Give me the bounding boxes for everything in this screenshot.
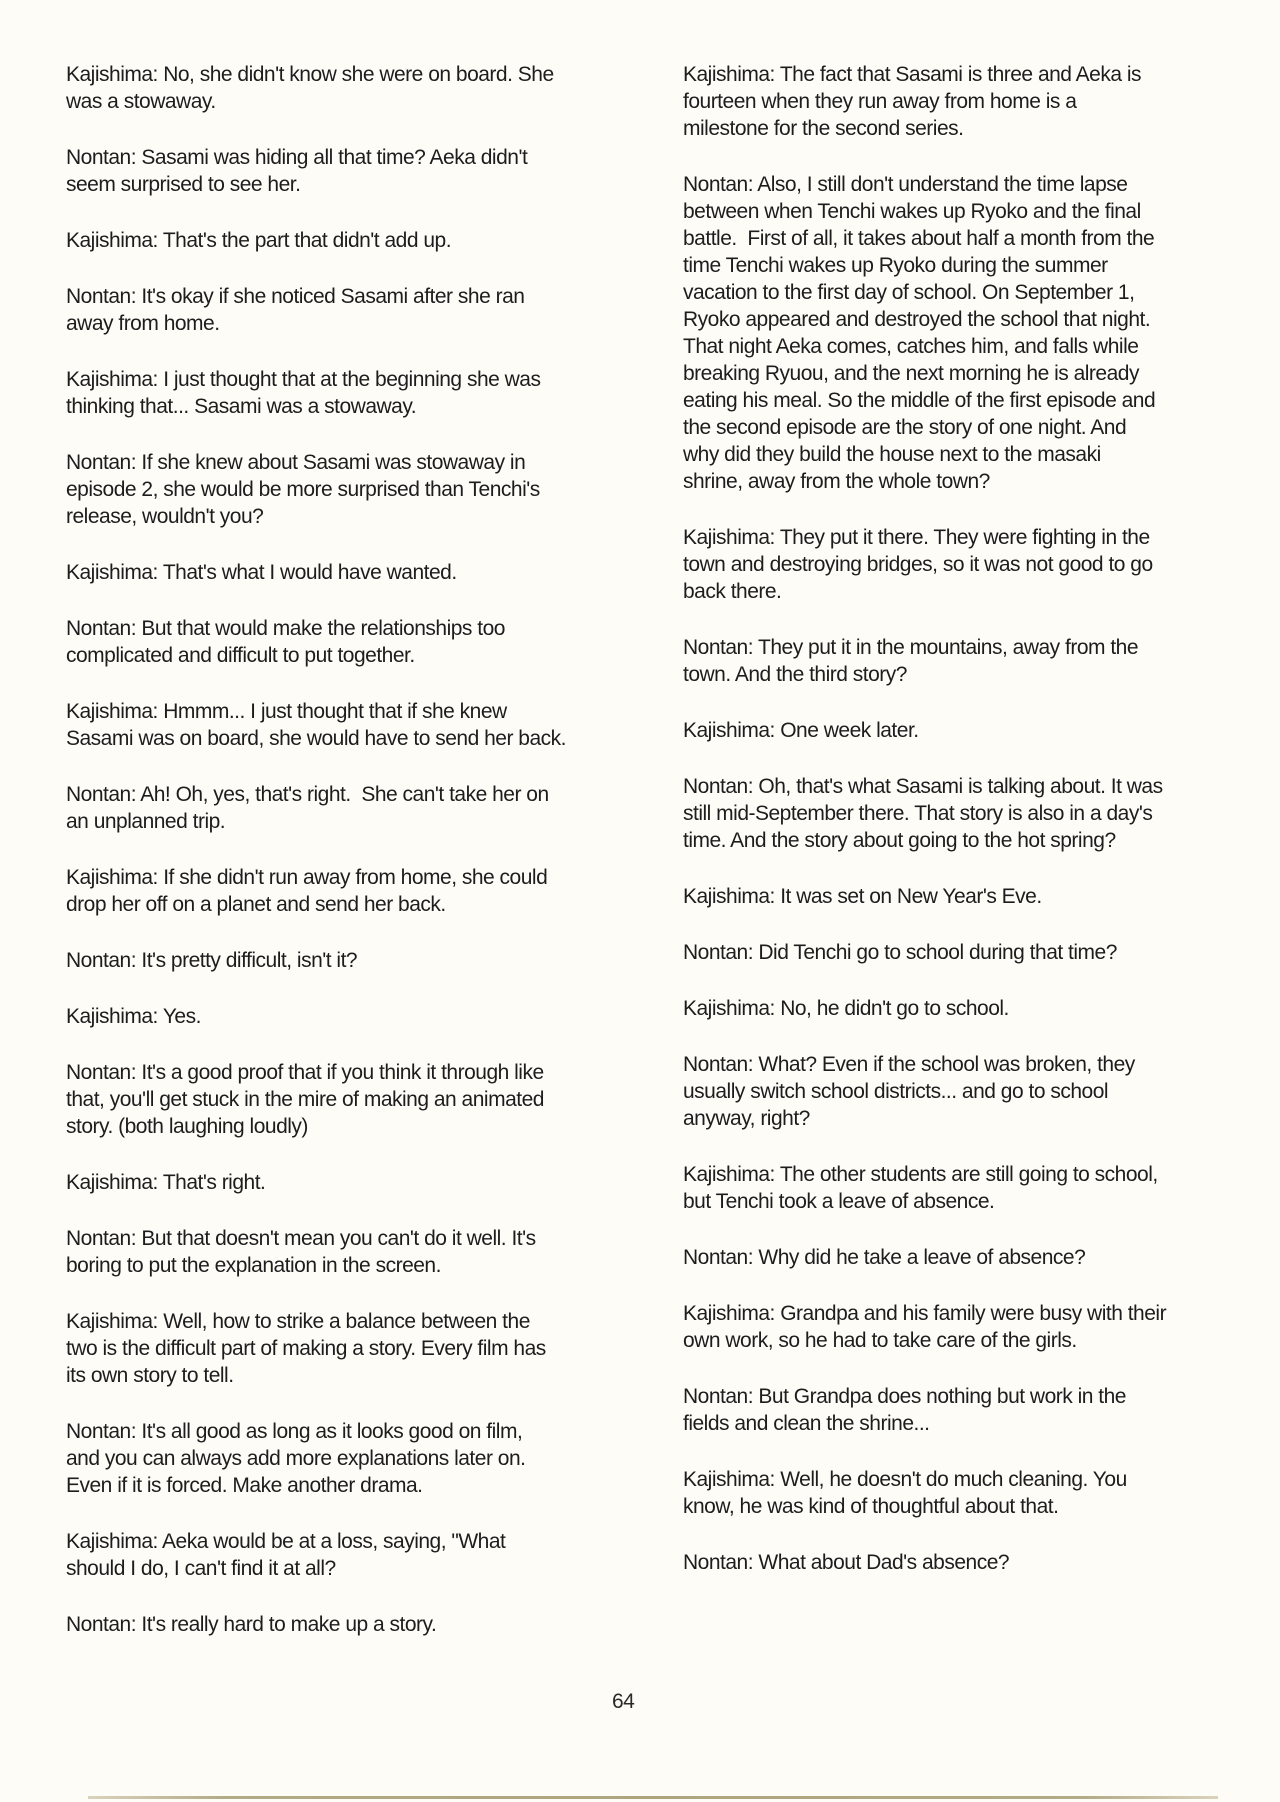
dialogue-line: Nontan: Ah! Oh, yes, that's right. She can't take her on bbox=[66, 783, 549, 806]
dialogue-paragraph-nontan bbox=[66, 947, 611, 974]
dialogue-line: two is the difficult part of making a story. Every film has bbox=[66, 1337, 546, 1360]
dialogue-line: time. And the story about going to the hot spring? bbox=[683, 829, 1116, 852]
dialogue-line: an unplanned trip. bbox=[66, 810, 226, 833]
dialogue-line: Kajishima: Well, how to strike a balance between the bbox=[66, 1310, 530, 1333]
dialogue-paragraph-nontan bbox=[683, 171, 1243, 495]
dialogue-line: Kajishima: That's right. bbox=[66, 1171, 266, 1194]
dialogue-line: milestone for the second series. bbox=[683, 117, 964, 140]
dialogue-paragraph-kajishima bbox=[683, 1466, 1243, 1520]
dialogue-paragraph-kajishima bbox=[683, 1161, 1243, 1215]
dialogue-paragraph-nontan bbox=[66, 615, 611, 669]
dialogue-paragraph-kajishima bbox=[66, 1308, 611, 1389]
dialogue-line: the second episode are the story of one night. And bbox=[683, 416, 1127, 439]
dialogue-paragraph-nontan bbox=[66, 449, 611, 530]
dialogue-line: thinking that... Sasami was a stowaway. bbox=[66, 395, 417, 418]
dialogue-line: Nontan: It's pretty difficult, isn't it? bbox=[66, 949, 358, 972]
dialogue-line: Nontan: What? Even if the school was broken, they bbox=[683, 1053, 1135, 1076]
dialogue-line: Kajishima: One week later. bbox=[683, 719, 919, 742]
dialogue-paragraph-kajishima bbox=[66, 61, 611, 115]
dialogue-paragraph-kajishima bbox=[66, 698, 611, 752]
dialogue-paragraph-nontan bbox=[683, 634, 1243, 688]
dialogue-line: Kajishima: Grandpa and his family were busy with their bbox=[683, 1302, 1167, 1325]
dialogue-line: back there. bbox=[683, 580, 782, 603]
dialogue-line: Nontan: Oh, that's what Sasami is talking about. It was bbox=[683, 775, 1163, 798]
dialogue-line: shrine, away from the whole town? bbox=[683, 470, 990, 493]
dialogue-paragraph-kajishima bbox=[66, 227, 611, 254]
dialogue-line: Nontan: It's all good as long as it looks good on film, bbox=[66, 1420, 523, 1443]
dialogue-line: Kajishima: Well, he doesn't do much cleaning. You bbox=[683, 1468, 1127, 1491]
dialogue-paragraph-nontan bbox=[66, 1225, 611, 1279]
dialogue-line: away from home. bbox=[66, 312, 220, 335]
dialogue-line: Kajishima: Yes. bbox=[66, 1005, 201, 1028]
dialogue-line: story. (both laughing loudly) bbox=[66, 1115, 308, 1138]
dialogue-line: Kajishima: No, she didn't know she were on board. She bbox=[66, 63, 554, 86]
dialogue-line: fourteen when they run away from home is a bbox=[683, 90, 1077, 113]
dialogue-paragraph-kajishima bbox=[683, 995, 1243, 1022]
dialogue-line: Kajishima: That's the part that didn't add up. bbox=[66, 229, 452, 252]
dialogue-line: should I do, I can't find it at all? bbox=[66, 1557, 336, 1580]
dialogue-line: seem surprised to see her. bbox=[66, 173, 301, 196]
dialogue-line: was a stowaway. bbox=[66, 90, 216, 113]
dialogue-paragraph-nontan bbox=[66, 144, 611, 198]
dialogue-line: anyway, right? bbox=[683, 1107, 810, 1130]
dialogue-line: Kajishima: They put it there. They were fighting in the bbox=[683, 526, 1150, 549]
dialogue-line: complicated and difficult to put together. bbox=[66, 644, 415, 667]
dialogue-line: breaking Ryuou, and the next morning he is already bbox=[683, 362, 1139, 385]
dialogue-paragraph-kajishima bbox=[66, 1528, 611, 1582]
dialogue-line: Nontan: But that doesn't mean you can't do it well. It's bbox=[66, 1227, 536, 1250]
dialogue-line: Kajishima: If she didn't run away from home, she could bbox=[66, 866, 548, 889]
dialogue-line: but Tenchi took a leave of absence. bbox=[683, 1190, 995, 1213]
dialogue-line: Nontan: It's really hard to make up a story. bbox=[66, 1613, 437, 1636]
dialogue-paragraph-kajishima bbox=[66, 864, 611, 918]
dialogue-paragraph-nontan bbox=[66, 283, 611, 337]
dialogue-line: fields and clean the shrine... bbox=[683, 1412, 930, 1435]
dialogue-line: town and destroying bridges, so it was not good to go bbox=[683, 553, 1153, 576]
dialogue-paragraph-kajishima bbox=[683, 1300, 1243, 1354]
dialogue-line: own work, so he had to take care of the girls. bbox=[683, 1329, 1077, 1352]
dialogue-paragraph-nontan bbox=[683, 1051, 1243, 1132]
dialogue-line: still mid-September there. That story is also in a day's bbox=[683, 802, 1153, 825]
dialogue-line: Nontan: But that would make the relationships too bbox=[66, 617, 505, 640]
page-number: 64 bbox=[612, 1690, 635, 1713]
dialogue-line: and you can always add more explanations later on. bbox=[66, 1447, 526, 1470]
dialogue-line: That night Aeka comes, catches him, and falls while bbox=[683, 335, 1139, 358]
dialogue-paragraph-nontan bbox=[683, 773, 1243, 854]
dialogue-paragraph-kajishima bbox=[66, 366, 611, 420]
dialogue-paragraph-nontan bbox=[66, 1611, 611, 1638]
dialogue-line: episode 2, she would be more surprised than Tenchi's bbox=[66, 478, 540, 501]
dialogue-line: Sasami was on board, she would have to send her back. bbox=[66, 727, 566, 750]
dialogue-line: Ryoko appeared and destroyed the school that night. bbox=[683, 308, 1151, 331]
dialogue-line: Nontan: But Grandpa does nothing but work in the bbox=[683, 1385, 1126, 1408]
dialogue-line: time Tenchi wakes up Ryoko during the summer bbox=[683, 254, 1108, 277]
dialogue-paragraph-nontan bbox=[683, 1244, 1243, 1271]
dialogue-paragraph-kajishima bbox=[66, 1169, 611, 1196]
dialogue-line: vacation to the first day of school. On September 1, bbox=[683, 281, 1135, 304]
dialogue-line: usually switch school districts... and go to school bbox=[683, 1080, 1109, 1103]
dialogue-line: know, he was kind of thoughtful about that. bbox=[683, 1495, 1059, 1518]
dialogue-line: Nontan: Did Tenchi go to school during that time? bbox=[683, 941, 1117, 964]
dialogue-paragraph-kajishima bbox=[66, 1003, 611, 1030]
dialogue-line: Kajishima: Hmmm... I just thought that if she knew bbox=[66, 700, 507, 723]
dialogue-paragraph-kajishima bbox=[683, 524, 1243, 605]
dialogue-line: Kajishima: I just thought that at the beginning she was bbox=[66, 368, 541, 391]
dialogue-paragraph-nontan bbox=[66, 1418, 611, 1499]
dialogue-line: Kajishima: It was set on New Year's Eve. bbox=[683, 885, 1042, 908]
dialogue-line: Nontan: Also, I still don't understand the time lapse bbox=[683, 173, 1128, 196]
dialogue-paragraph-nontan bbox=[683, 1383, 1243, 1437]
dialogue-line: Kajishima: The fact that Sasami is three and Aeka is bbox=[683, 63, 1142, 86]
dialogue-line: Nontan: It's a good proof that if you think it through like bbox=[66, 1061, 544, 1084]
dialogue-line: Even if it is forced. Make another drama. bbox=[66, 1474, 423, 1497]
dialogue-line: Nontan: Why did he take a leave of absence? bbox=[683, 1246, 1086, 1269]
dialogue-line: why did they build the house next to the masaki bbox=[683, 443, 1101, 466]
dialogue-line: Kajishima: No, he didn't go to school. bbox=[683, 997, 1009, 1020]
dialogue-line: eating his meal. So the middle of the first episode and bbox=[683, 389, 1156, 412]
dialogue-paragraph-kajishima bbox=[66, 559, 611, 586]
page-bottom-divider bbox=[88, 1796, 1218, 1799]
dialogue-paragraph-nontan bbox=[66, 781, 611, 835]
dialogue-line: Kajishima: The other students are still going to school, bbox=[683, 1163, 1158, 1186]
dialogue-line: between when Tenchi wakes up Ryoko and the final bbox=[683, 200, 1141, 223]
dialogue-line: Kajishima: Aeka would be at a loss, saying, "What bbox=[66, 1530, 506, 1553]
dialogue-paragraph-kajishima bbox=[683, 883, 1243, 910]
dialogue-line: Kajishima: That's what I would have wanted. bbox=[66, 561, 457, 584]
dialogue-paragraph-nontan bbox=[683, 939, 1243, 966]
dialogue-paragraph-nontan bbox=[66, 1059, 611, 1140]
dialogue-line: Nontan: It's okay if she noticed Sasami after she ran bbox=[66, 285, 525, 308]
dialogue-line: drop her off on a planet and send her back. bbox=[66, 893, 446, 916]
dialogue-line: Nontan: If she knew about Sasami was stowaway in bbox=[66, 451, 526, 474]
dialogue-line: battle. First of all, it takes about half a month from the bbox=[683, 227, 1155, 250]
dialogue-paragraph-kajishima bbox=[683, 61, 1243, 142]
dialogue-line: boring to put the explanation in the screen. bbox=[66, 1254, 441, 1277]
dialogue-paragraph-nontan bbox=[683, 1549, 1243, 1576]
dialogue-line: Nontan: What about Dad's absence? bbox=[683, 1551, 1010, 1574]
dialogue-line: Nontan: They put it in the mountains, away from the bbox=[683, 636, 1139, 659]
dialogue-line: that, you'll get stuck in the mire of making an animated bbox=[66, 1088, 544, 1111]
dialogue-line: release, wouldn't you? bbox=[66, 505, 264, 528]
dialogue-line: town. And the third story? bbox=[683, 663, 907, 686]
left-text-column bbox=[66, 61, 611, 1638]
dialogue-paragraph-kajishima bbox=[683, 717, 1243, 744]
dialogue-line: its own story to tell. bbox=[66, 1364, 234, 1387]
right-text-column bbox=[683, 61, 1243, 1576]
dialogue-line: Nontan: Sasami was hiding all that time? Aeka didn't bbox=[66, 146, 528, 169]
